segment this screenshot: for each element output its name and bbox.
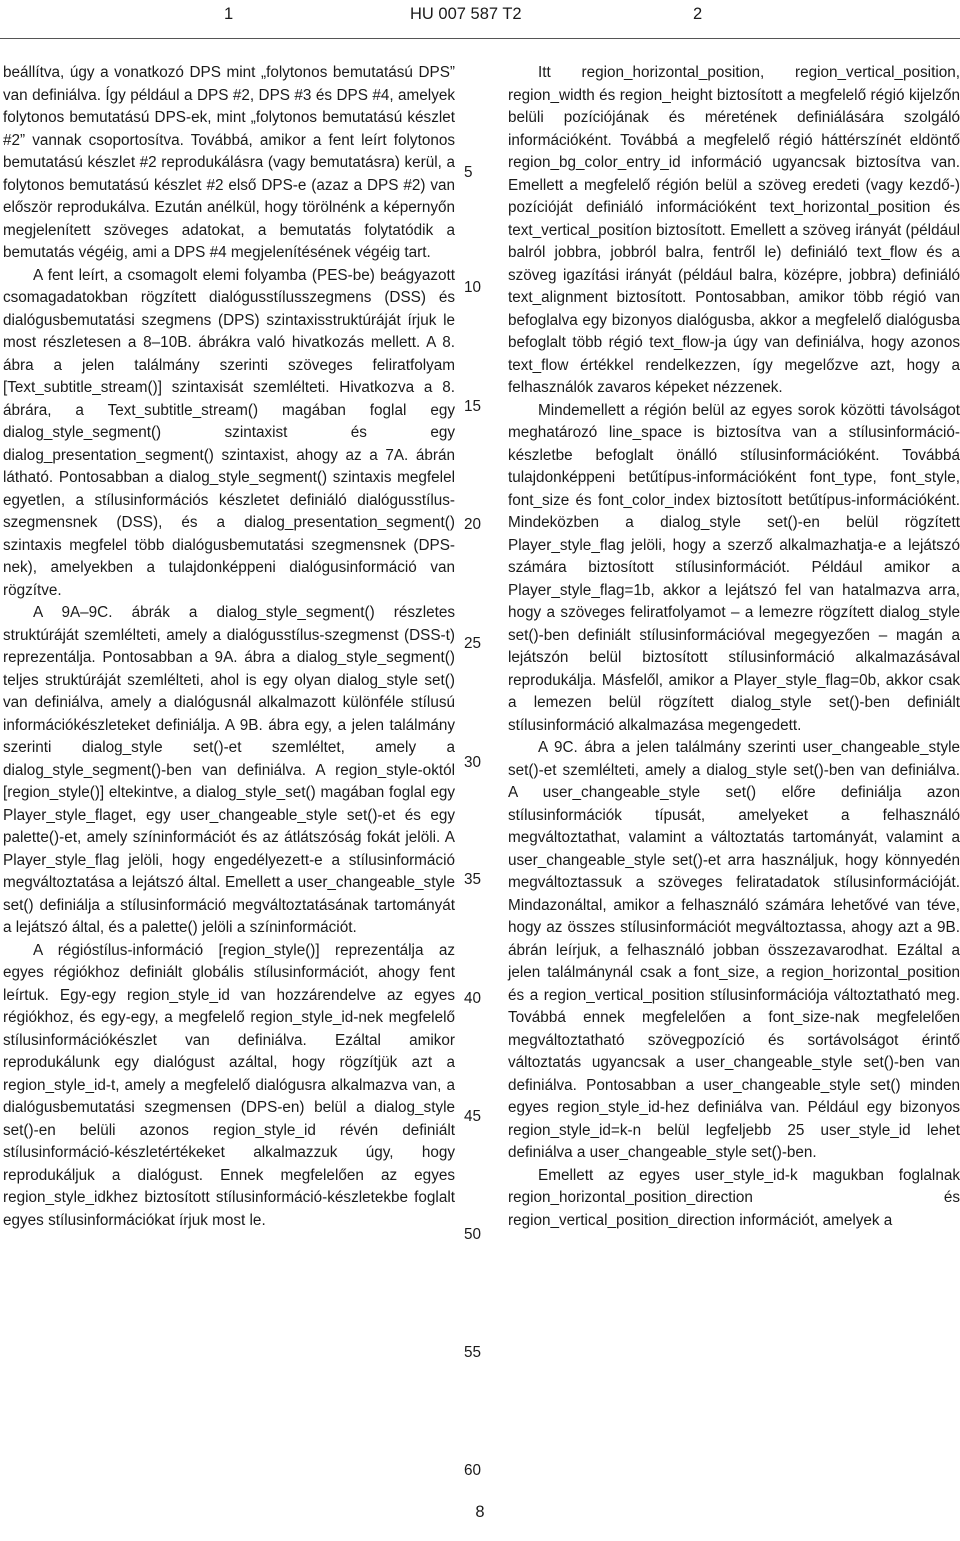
- line-number: 40: [464, 990, 482, 1007]
- line-number: 45: [464, 1108, 482, 1125]
- line-number: 15: [464, 398, 482, 415]
- line-number: 55: [464, 1344, 482, 1361]
- paragraph: Mindemellett a régión belül az egyes sorok közötti távolságot meghatározó line_space is biztosítva van a stílusinformáció-készletbe befoglalt önálló stílusinformációként. Továbbá tulajdonképpeni betűtípus-információként font_type, font_style, font_size és font_color_index biztosított betűtípus-információként. Mindeközben a dialog_style set()-en belül rögzített Player_style_flag jelöli, hogy a szerző alkalmazhatja-e a lejátszó számára biztosított stílusinformációt. Például amikor a Player_style_flag=1b, akkor a lejátszó fel van hatalmazva arra, hogy a szöveges feliratfolyamot – a lemezre rögzített dialog_style set()-ben definiált stílusinformációval megegyezően – magán a lejátszón belül biztosított stílusinformáció alkalmazásával reprodukálja. Másfelől, amikor a Player_style_flag=0b, akkor csak a lemezen belül rögzített dialog_style set()-ben definiált stílusinformáció alkalmazása megengedett.: [508, 401, 960, 734]
- paragraph: Itt region_horizontal_position, region_vertical_position, region_width és region_height biztosított a megfelelő régió kijelzőn belüli pozíciójának és méretének definiálására szolgáló információként. Továbbá a megfelelő régió háttérszínét eldöntő region_bg_color_entry_id információ ugyancsak biztosítva van. Emellett a megfelelő régión belül a szöveg eredeti (vagy kezdő-) pozícióját definiáló információként text_horizontal_position és text_vertical_positíon biztosított. Emellett a szöveg irányát (például balról jobbra, jobbról balra, fentről le) definiáló text_flow és a szöveg igazítási irányát (például balra, középre, jobbra) definiáló text_alignment biztosított. Pontosabban, amikor több régió van befoglalva egy bizonyos dialógusba, akkor a megfelelő dialógusba befoglalt több régió text_flow-ja úgy van definiálva, hogy azonos text_flow értékkel rendelkezzen, így megelőzve azt, hogy a felhasználók zavaros képeket nézzenek.: [508, 64, 960, 396]
- paragraph: A 9C. ábra a jelen találmány szerinti user_changeable_style set()-et szemlélteti, amely a dialog_style set()-ben van definiálva. A user_changeable_style set() előre definiálja azon stílusinformációk típusát, amelyeket a felhasználó megváltoztathat, valamint a változtatás tartományát, valamint a user_changeable_style set()-et arra használjuk, hogy könnyedén megváltoztassuk a szöveges feliratadatok stílusinformációját. Mindazonáltal, amikor a felhasználó számára lehetővé van téve, hogy az összes stílusinformációt megváltoztassa, ahogy azt a 9B. ábrán leírjuk, a felhasználó jobban összezavarodhat. Ezáltal a jelen találmánynál csak a font_size, a region_horizontal_position és a region_vertical_position stílusinformációja változtatható meg. Továbbá ennek megfelelően a font_size-nak megfelelően megváltoztatható szövegpozíció és sortávolságot érintő változtatás ugyancsak a user_changeable_style set()-ben van definiálva. Pontosabban a user_changeable_style set() minden egyes region_style_id-hez definiálva van. Például egy bizonyos region_style_id=k-n belül legfeljebb 25 user_style_id lehet definiálva a user_changeable_style set()-ben.: [508, 739, 960, 1161]
- line-number: 20: [464, 516, 482, 533]
- line-number: 60: [464, 1462, 482, 1479]
- line-number: 50: [464, 1226, 482, 1243]
- paragraph: A 9A–9C. ábrák a dialog_style_segment() részletes struktúráját szemlélteti, amely a dialógusstílus-szegmenst (DSS-t) reprezentálja. Pontosabban a 9A. ábra a dialog_style_segment() teljes struktúráját szemlélteti, ahol is egy olyan dialog_style set() van definiálva, amely a dialógusnál alkalmazott különféle stílusú információkészleteket definiálja. A 9B. ábra egy, a jelen találmány szerinti dialog_style set()-et szemléltet, amely a dialog_style_segment()-ben van definiálva. A region_style-októl [region_style()] eltekintve, a dialog_style_set() magában foglal egy Player_style_flaget, egy user_changeable_style set()-et és egy palette()-et, amely színinformációt és az átlátszóság fokát jelöli. A Player_style_flag jelöli, hogy engedélyezett-e a stílusinformáció megváltoztatása a lejátszó által. Emellett a user_changeable_style set() definiálja a stílusinformáció megváltoztatásának tartományát a lejátszó által, és a palette() jelöli a színinformációt.: [3, 604, 455, 936]
- header-page-left: 1: [224, 5, 234, 23]
- paragraph: beállítva, úgy a vonatkozó DPS mint „folytonos bemutatású DPS” van definiálva. Így például a DPS #2, DPS #3 és DPS #4, amelyek folytonos bemutatású DPS-ek, mint „folytonos bemutatású készlet #2” vannak csoportosítva. Továbbá, amikor a fent leírt folytonos bemutatású készlet #2 reprodukálásra (vagy bemutatásra) kerül, a folytonos bemutatású készlet #2 első DPS-e (azaz a DPS #2) van először reprodukálva. Ezután anélkül, hogy törölnénk a képernyőn megjelenített szöveges adatokat, a bemutatás folytatódik a bemutatás végéig, ami a DPS #4 megjelenítésének végéig tart.: [3, 64, 455, 261]
- header-doc-id: HU 007 587 T2: [410, 5, 522, 23]
- right-column: [508, 62, 960, 1232]
- line-number: 25: [464, 635, 482, 652]
- line-number: 30: [464, 754, 482, 771]
- left-column: [3, 62, 455, 1232]
- paragraph: Emellett az egyes user_style_id-k magukban foglalnak region_horizontal_position_direction és region_vertical_position_direction információt, amelyek a: [508, 1166, 960, 1229]
- line-number: 5: [464, 164, 473, 181]
- header-page-right: 2: [693, 5, 703, 23]
- header-rule: [0, 38, 960, 39]
- line-number: 10: [464, 279, 482, 296]
- line-number: 35: [464, 871, 482, 888]
- paragraph: A fent leírt, a csomagolt elemi folyamba (PES-be) beágyazott csomagadatokban rögzített dialógusstílusszegmens (DSS) és dialógusbemutatási szegmens (DPS) szintaxisstruktúráját írjuk le most részletesen a 8–10B. ábrákra való hivatkozás mellett. A 8. ábra a jelen találmány szerinti szöveges feliratfolyam [Text_subtitle_stream()] szintaxisát szemlélteti. Hivatkozva a 8. ábrára, a Text_subtitle_stream() magában foglal egy dialog_style_segment() szintaxist és egy dialog_presentation_segment() szintaxist, ahogy az a 7A. ábrán látható. Pontosabban a dialog_style_segment() szintaxis megfelel egyetlen, a stílusinformációs készletet definiáló dialógusstílus-szegmensnek (DSS), és a dialog_presentation_segment() szintaxis megfelel több dialógusbemutatási szegmensnek (DPS-nek), amelyekben a tulajdonképpeni dialógusinformáció van rögzítve.: [3, 266, 455, 599]
- paragraph: A régióstílus-információ [region_style()] reprezentálja az egyes régiókhoz definiált globális stílusinformációt, ahogy fent leírtuk. Egy-egy region_style_id van hozzárendelve az egyes régiókhoz, és egy-egy, a megfelelő region_style_id-nek megfelelő stílusinformációkészlet van definiálva. Ezáltal amikor reprodukálunk egy dialógust azáltal, hogy rögzítjük azt a region_style_id-t, amely a megfelelő dialógusra alkalmazva van, a dialógusbemutatási szegmensen (DPS-en) belül a dialog_style set()-en belüli azonos region_style_id révén definiált stílusinformáció-készletértékeket alkalmazzuk úgy, hogy reprodukáljuk a dialógust. Ennek megfelelően az egyes region_style_idkhez biztosított stílusinformáció-készletekbe foglalt egyes stílusinformációkat írjuk most le.: [3, 941, 455, 1229]
- page-number: 8: [475, 1503, 485, 1521]
